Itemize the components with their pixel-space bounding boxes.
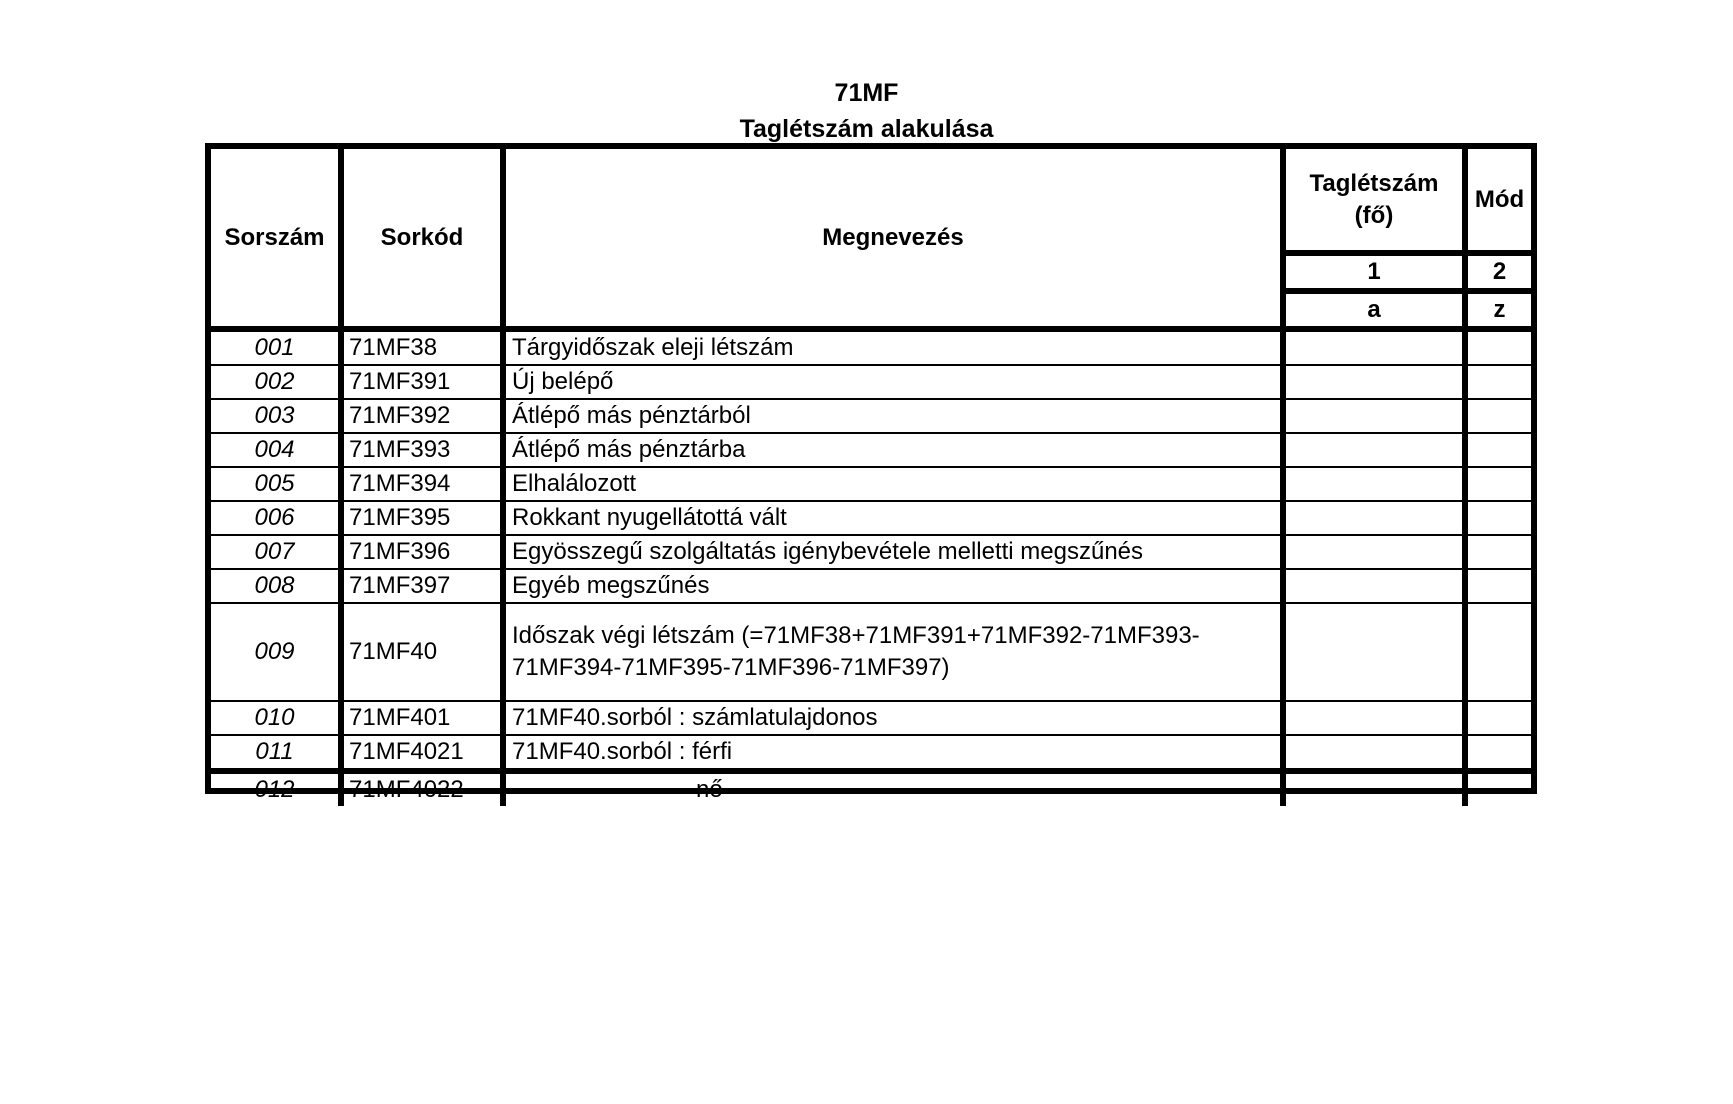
row-number: 005 bbox=[211, 467, 341, 501]
row-mod-cell[interactable] bbox=[1465, 467, 1531, 501]
header-sorszam: Sorszám bbox=[211, 149, 341, 329]
header-mod: Mód bbox=[1465, 149, 1531, 253]
row-value-cell[interactable] bbox=[1283, 501, 1465, 535]
row-number: 003 bbox=[211, 399, 341, 433]
row-name: Egyösszegű szolgáltatás igénybevétele melletti megszűnés bbox=[503, 535, 1283, 569]
row-value-cell[interactable] bbox=[1283, 467, 1465, 501]
row-mod-cell[interactable] bbox=[1465, 603, 1531, 701]
row-mod-cell[interactable] bbox=[1465, 433, 1531, 467]
table-row bbox=[211, 467, 1531, 501]
row-code: 71MF393 bbox=[341, 433, 503, 467]
row-mod-cell[interactable] bbox=[1465, 329, 1531, 365]
row-name: Átlépő más pénztárból bbox=[503, 399, 1283, 433]
row-code: 71MF4022 bbox=[341, 771, 503, 806]
row-name: Egyéb megszűnés bbox=[503, 569, 1283, 603]
row-name: Átlépő más pénztárba bbox=[503, 433, 1283, 467]
row-value-cell[interactable] bbox=[1283, 399, 1465, 433]
row-value-cell[interactable] bbox=[1283, 535, 1465, 569]
header-sorkod: Sorkód bbox=[341, 149, 503, 329]
table-row bbox=[211, 399, 1531, 433]
table-row bbox=[211, 569, 1531, 603]
header-mod-colnum: 2 bbox=[1465, 253, 1531, 291]
row-code: 71MF397 bbox=[341, 569, 503, 603]
row-code: 71MF40 bbox=[341, 603, 503, 701]
document-code: 71MF bbox=[834, 79, 899, 107]
row-mod-cell[interactable] bbox=[1465, 701, 1531, 735]
header-megnevezes: Megnevezés bbox=[503, 149, 1283, 329]
header-letszam: Taglétszám (fő) bbox=[1283, 149, 1465, 253]
row-code: 71MF396 bbox=[341, 535, 503, 569]
row-number: 001 bbox=[211, 329, 341, 365]
row-value-cell[interactable] bbox=[1283, 329, 1465, 365]
table-row bbox=[211, 535, 1531, 569]
row-value-cell[interactable] bbox=[1283, 735, 1465, 771]
row-number: 006 bbox=[211, 501, 341, 535]
row-value-cell[interactable] bbox=[1283, 365, 1465, 399]
table-row bbox=[211, 501, 1531, 535]
row-name: nő bbox=[503, 771, 1283, 806]
row-number: 010 bbox=[211, 701, 341, 735]
row-value-cell[interactable] bbox=[1283, 569, 1465, 603]
header-mod-colcode: z bbox=[1465, 291, 1531, 329]
table-row bbox=[211, 329, 1531, 365]
row-code: 71MF395 bbox=[341, 501, 503, 535]
row-name: Elhalálozott bbox=[503, 467, 1283, 501]
row-number: 002 bbox=[211, 365, 341, 399]
table-row bbox=[211, 735, 1531, 771]
row-mod-cell[interactable] bbox=[1465, 535, 1531, 569]
row-code: 71MF394 bbox=[341, 467, 503, 501]
table-row bbox=[211, 701, 1531, 735]
row-mod-cell[interactable] bbox=[1465, 399, 1531, 433]
header-letszam-colcode: a bbox=[1283, 291, 1465, 329]
row-code: 71MF401 bbox=[341, 701, 503, 735]
row-number: 009 bbox=[211, 603, 341, 701]
row-code: 71MF392 bbox=[341, 399, 503, 433]
table-row bbox=[211, 365, 1531, 399]
row-number: 008 bbox=[211, 569, 341, 603]
row-value-cell[interactable] bbox=[1283, 771, 1465, 806]
document-title: Taglétszám alakulása bbox=[739, 115, 994, 143]
row-number: 011 bbox=[211, 735, 341, 771]
row-code: 71MF38 bbox=[341, 329, 503, 365]
row-mod-cell[interactable] bbox=[1465, 735, 1531, 771]
row-number: 007 bbox=[211, 535, 341, 569]
row-name: Időszak végi létszám (=71MF38+71MF391+71MF392-71MF393-71MF394-71MF395-71MF396-71MF397) bbox=[503, 603, 1283, 701]
row-mod-cell[interactable] bbox=[1465, 569, 1531, 603]
row-name: Rokkant nyugellátottá vált bbox=[503, 501, 1283, 535]
row-value-cell[interactable] bbox=[1283, 433, 1465, 467]
data-table-frame bbox=[205, 143, 1537, 803]
row-name: 71MF40.sorból : számlatulajdonos bbox=[503, 701, 1283, 735]
data-table bbox=[211, 149, 1531, 806]
row-name: 71MF40.sorból : férfi bbox=[503, 735, 1283, 771]
row-code: 71MF4021 bbox=[341, 735, 503, 771]
row-name: Tárgyidőszak eleji létszám bbox=[503, 329, 1283, 365]
header-letszam-colnum: 1 bbox=[1283, 253, 1465, 291]
row-number: 012 bbox=[211, 771, 341, 806]
row-mod-cell[interactable] bbox=[1465, 771, 1531, 806]
row-name: Új belépő bbox=[503, 365, 1283, 399]
table-row bbox=[211, 771, 1531, 806]
row-mod-cell[interactable] bbox=[1465, 501, 1531, 535]
row-code: 71MF391 bbox=[341, 365, 503, 399]
table-row bbox=[211, 433, 1531, 467]
row-value-cell[interactable] bbox=[1283, 701, 1465, 735]
row-mod-cell[interactable] bbox=[1465, 365, 1531, 399]
table-row bbox=[211, 603, 1531, 701]
row-value-cell[interactable] bbox=[1283, 603, 1465, 701]
row-number: 004 bbox=[211, 433, 341, 467]
